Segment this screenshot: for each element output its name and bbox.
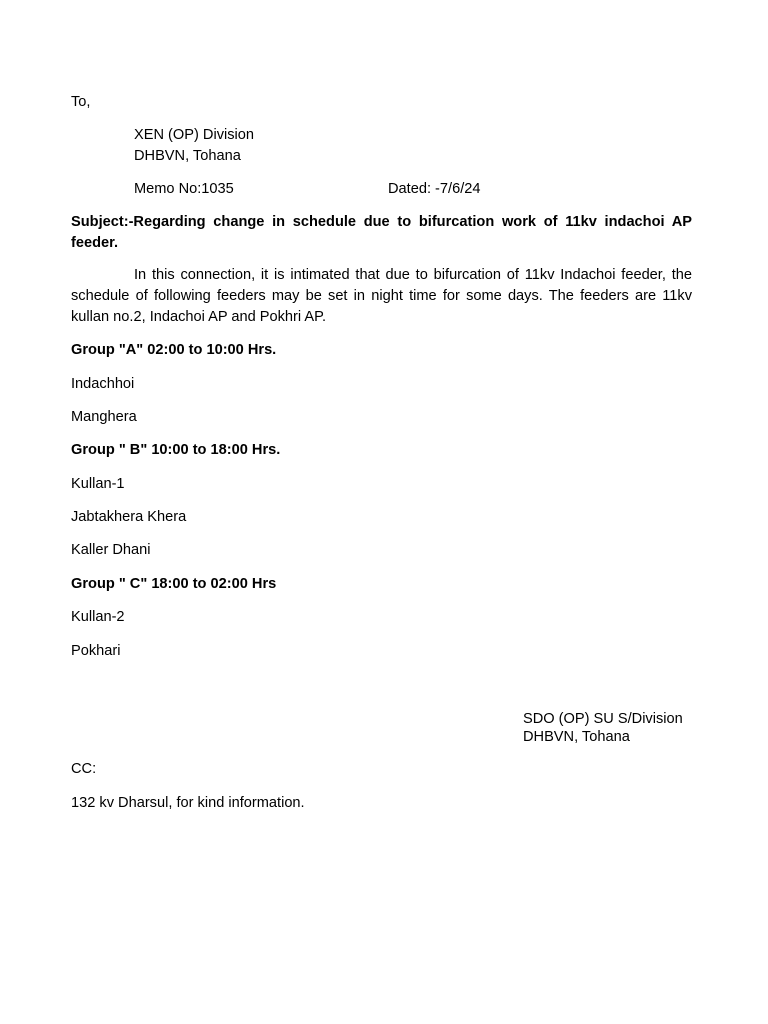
salutation: To, (71, 94, 91, 110)
group-c-item: Kullan-2 (71, 609, 125, 625)
group-b-item: Kaller Dhani (71, 542, 151, 558)
group-c-item: Pokhari (71, 643, 121, 659)
signature-line-2: DHBVN, Tohana (523, 729, 630, 745)
cc-recipient: 132 kv Dharsul, for kind information. (71, 795, 305, 811)
group-a-item: Indachhoi (71, 376, 135, 392)
group-b-item: Kullan-1 (71, 476, 125, 492)
group-b-item: Jabtakhera Khera (71, 509, 187, 525)
recipient-line-1: XEN (OP) Division (134, 127, 255, 143)
memo-number: Memo No:1035 (134, 181, 234, 197)
group-a-item: Manghera (71, 409, 137, 425)
group-b-heading: Group " B" 10:00 to 18:00 Hrs. (71, 442, 281, 458)
signature-line-1: SDO (OP) SU S/Division (523, 711, 683, 727)
cc-label: CC: (71, 761, 97, 777)
body-paragraph: In this connection, it is intimated that due to bifurcation of 11kv Indachoi feeder, the schedule of following feeders may be set in night time for some days. The feeders are 11kv kullan no.2, Indachoi AP and Pokhri AP. (71, 267, 692, 325)
group-c-heading: Group " C" 18:00 to 02:00 Hrs (71, 576, 277, 592)
subject: Subject:-Regarding change in schedule due to bifurcation work of 11kv indachoi AP feeder. (71, 214, 692, 251)
group-a-heading: Group "A" 02:00 to 10:00 Hrs. (71, 342, 277, 358)
memo-date: Dated: -7/6/24 (388, 181, 481, 197)
recipient-line-2: DHBVN, Tohana (134, 148, 241, 164)
